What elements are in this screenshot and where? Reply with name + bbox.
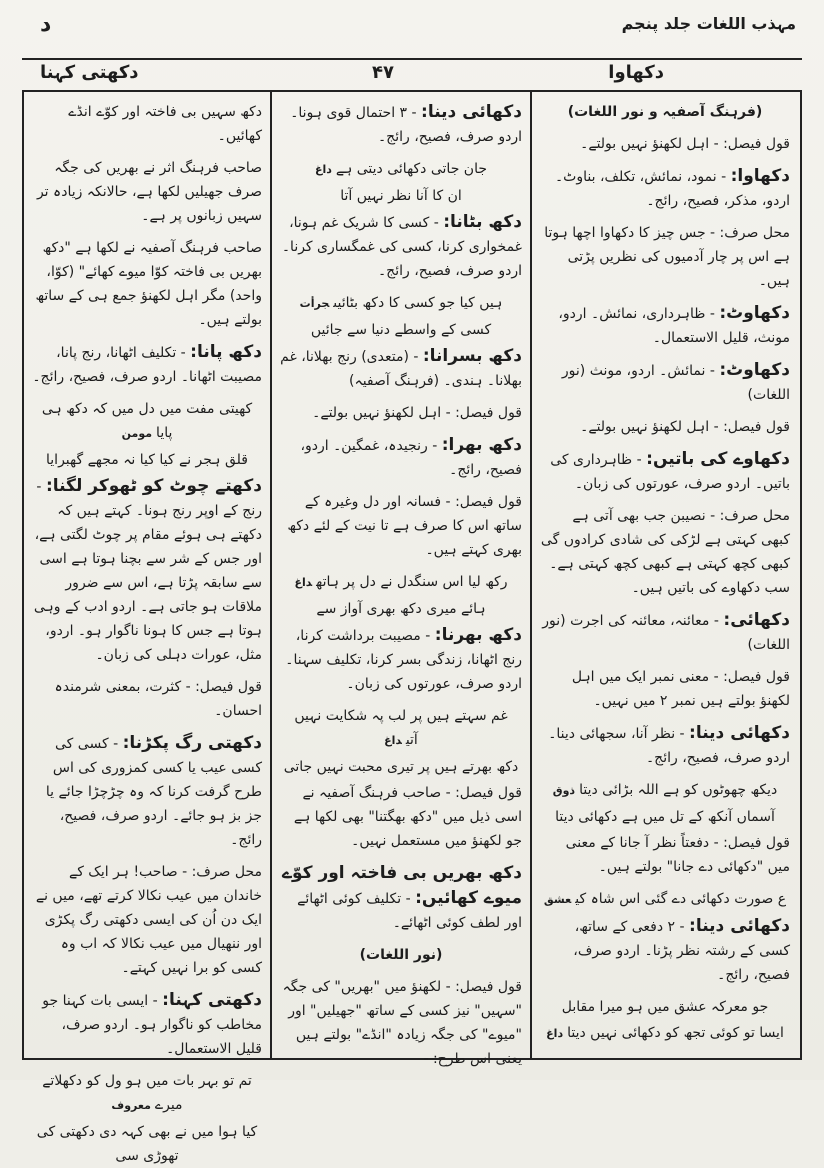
definition-text: قول فیصل: - کثرت، بمعنی شرمندہ احسان۔ bbox=[54, 679, 262, 719]
dictionary-entry bbox=[540, 221, 790, 293]
definition-text: - تکلیف اٹھانا، رنج پانا، مصیبت اٹھانا۔ اردو صرف، فصیح، رائج۔ bbox=[32, 345, 262, 385]
definition-text: - نمود، نمائش، تکلف، بناوٹ۔ اردو، مذکر، فصیح، رائج۔ bbox=[554, 169, 790, 209]
definition-text: محل صرف: - نصیبن جب بھی آتی ہے کبھی کہتی ہے لڑکی کی شادی کرادوں گی کبھی کچھ کہتی ہے کبھی کچھ کہتی ہے۔ سب دکھاوے کی باتیں ہیں۔ bbox=[540, 508, 790, 596]
corner-mark: د bbox=[40, 12, 52, 37]
verse-text: کھیتی مفت میں دل میں کہ دکھ ہی پایا bbox=[41, 401, 253, 441]
definition-text: - ظاہرداری کی باتیں۔ اردو صرف، عورتوں کی زبان۔ bbox=[550, 452, 790, 492]
dictionary-entry bbox=[32, 156, 262, 228]
headword: دکھ بٹانا: bbox=[443, 212, 522, 232]
definition-text: - نظر آنا، سجھائی دینا۔ اردو صرف، فصیح، رائج۔ bbox=[548, 726, 790, 766]
headword: دکھاوٹ: bbox=[719, 303, 790, 323]
verse-text: جو معرکہ عشق میں ہو میرا مقابل bbox=[561, 999, 769, 1015]
column-divider bbox=[530, 90, 532, 1060]
verse-text: دیکھ چھوٹوں کو ہے اللہ بڑائی دیتا bbox=[579, 782, 778, 798]
poet-name: ذوق bbox=[552, 784, 576, 797]
page-number: ۴۷ bbox=[372, 62, 394, 83]
verse-line bbox=[280, 318, 522, 342]
dictionary-entry bbox=[540, 608, 790, 657]
column-right bbox=[540, 100, 790, 1050]
verse-line bbox=[540, 887, 790, 912]
verse-line bbox=[280, 157, 522, 182]
poet-name: داغ bbox=[384, 734, 402, 747]
definition-text: - کسی کا شریک غم ہونا، غمخواری کرنا، کسی کی غمگساری کرنا۔ اردو صرف، فصیح، رائج۔ bbox=[281, 215, 522, 279]
verse-line bbox=[280, 291, 522, 316]
headword: دکھ پانا: bbox=[190, 342, 262, 362]
headword: دکھتی کہنا: bbox=[162, 990, 262, 1010]
definition-text: قول فیصل: - صاحب فرہنگ آصفیہ نے اسی ذیل میں "دکھ بھگتنا" بھی لکھا ہے جو لکھنؤ میں مستعمل نہیں۔ bbox=[293, 785, 522, 849]
dictionary-entry bbox=[32, 474, 262, 667]
dictionary-entry bbox=[540, 831, 790, 879]
headword: دکھ بسرانا: bbox=[422, 346, 522, 366]
dictionary-entry bbox=[540, 914, 790, 987]
verse-text: ع صورت دکھائی دے گئی اس شاہ کی bbox=[575, 891, 787, 907]
definition-text: - ۲ دفعی کے ساتھ، کسی کے رشتہ نظر پڑنا۔ اردو صرف، فصیح، رائج۔ bbox=[573, 919, 790, 983]
dictionary-entry bbox=[32, 675, 262, 723]
verse-text: تم تو بہر بات میں ہو ول کو دکھلاتے میرے bbox=[42, 1073, 252, 1113]
dictionary-entry bbox=[280, 623, 522, 696]
verse-text: ان کا آنا نظر نہیں آتا bbox=[340, 188, 462, 204]
definition-text: - رنج کے اوپر رنج ہونا۔ کہتے ہیں کہ دکھتے ہی ہوئے مقام پر چوٹ لگتی ہے، اور جس کے شر سے بچنا ہوتا ہے اسی سے سابقہ پڑتا ہے، اس سے ضرور ملاقات ہو جاتی ہے۔ اردو ادب کے وہی ہوتا ہے جس کا ہونا ناگوار ہو۔ اردو، مثل، عورات دہلی کی زبان۔ bbox=[33, 479, 262, 663]
dictionary-entry bbox=[540, 301, 790, 350]
headword: دکھاوٹ: bbox=[719, 360, 790, 380]
verse-text: ہائے میری دکھ بھری آواز سے bbox=[316, 601, 486, 617]
verse-line bbox=[280, 597, 522, 621]
verse-text: دکھ بھرتے ہیں پر تیری محبت نہیں جاتی bbox=[283, 759, 519, 775]
definition-text: - ایسی بات کہنا جو مخاطب کو ناگوار ہو۔ اردو صرف، قلیل الاستعمال۔ bbox=[42, 993, 262, 1057]
headword: دکھاوا: bbox=[730, 166, 790, 186]
definition-text: قول فیصل: - معنی نمبر ایک میں اہل لکھنؤ بولتے ہیں نمبر ۲ میں نہیں۔ bbox=[571, 669, 790, 709]
definition-text: - تکلیف کوئی اٹھائے اور لطف کوئی اٹھائے۔ bbox=[297, 891, 522, 931]
running-head-right: دکھاوا bbox=[608, 62, 664, 83]
definition-text: - ۳ احتمال قوی ہونا۔ اردو صرف، فصیح، رائج۔ bbox=[290, 105, 522, 145]
headword: دکھ بھرنا: bbox=[434, 625, 522, 645]
poet-name: مومن bbox=[121, 427, 153, 440]
dictionary-entry bbox=[280, 401, 522, 425]
poet-name: معروف bbox=[111, 1099, 151, 1112]
headword: دکھائی: bbox=[723, 610, 790, 630]
poet-name: عشق bbox=[543, 893, 572, 906]
definition-text: قول فیصل: - اہل لکھنؤ نہیں بولتے۔ bbox=[580, 419, 790, 435]
poet-name: جرأت bbox=[299, 297, 330, 310]
headword: دکھاوے کی باتیں: bbox=[646, 449, 790, 469]
source-citation: (نور اللغات) bbox=[359, 947, 443, 963]
poet-name: داغ bbox=[546, 1027, 564, 1040]
verse-line bbox=[32, 397, 262, 446]
dictionary-entry bbox=[32, 340, 262, 389]
definition-text: قول فیصل: - فسانہ اور دل وغیرہ کے ساتھ اس کا صرف ہے تا نیت کے لئے دکھ بھری کہتے ہیں۔ bbox=[287, 494, 522, 558]
dictionary-entry bbox=[540, 447, 790, 496]
dictionary-entry bbox=[280, 100, 522, 149]
dictionary-entry bbox=[540, 164, 790, 213]
verse-line bbox=[32, 448, 262, 472]
verse-text: کیا ہوا میں نے بھی کہہ دی دکھتی کی تھوڑی سی bbox=[36, 1124, 258, 1164]
dictionary-entry bbox=[540, 665, 790, 713]
definition-text: قول فیصل: - دفعتاً نظر آ جانا کے معنی میں "دکھائی دے جانا" بولتے ہیں۔ bbox=[565, 835, 790, 875]
source-citation: (فرہنگ آصفیہ و نور اللغات) bbox=[567, 104, 763, 120]
dictionary-entry bbox=[280, 210, 522, 283]
verse-line bbox=[280, 755, 522, 779]
poet-name: داغ bbox=[314, 163, 332, 176]
verse-line bbox=[540, 778, 790, 803]
definition-text: قول فیصل: - اہل لکھنؤ نہیں بولتے۔ bbox=[580, 136, 790, 152]
definition-text: صاحب فرہنگ اثر نے بھریں کی جگہ صرف جھیلیں لکھا ہے، حالانکہ زیادہ تر سہیں زبانوں پر ہے۔ bbox=[36, 160, 262, 224]
verse-line bbox=[32, 1120, 262, 1168]
dictionary-entry bbox=[280, 433, 522, 482]
dictionary-entry bbox=[540, 132, 790, 156]
dictionary-entry bbox=[280, 975, 522, 1071]
definition-text: - ظاہرداری، نمائش۔ اردو، مونث، قلیل الاستعمال۔ bbox=[558, 306, 790, 346]
verse-text: کسی کے واسطے دنیا سے جائیں bbox=[310, 322, 492, 338]
verse-text: غم سہتے ہیں پر لب پہ شکایت نہیں آتی bbox=[294, 708, 508, 748]
dictionary-entry bbox=[32, 100, 262, 148]
definition-text: محل صرف: - صاحب! ہر ایک کے خاندان میں عیب نکالا کرتے تھے، میں نے ایک دن اُن کی ایسی دکھتی رگ پکڑی اور ننھیال میں عیب نکالا کہ اب وہ کسی کو برا نہیں کہتے۔ bbox=[35, 864, 262, 976]
headword: دکھتی رگ پکڑنا: bbox=[122, 733, 262, 753]
verse-line bbox=[280, 184, 522, 208]
header-rule bbox=[22, 58, 802, 60]
verse-text: ہیں کیا جو کسی کا دکھ بٹائیں bbox=[333, 295, 503, 311]
dictionary-entry bbox=[280, 490, 522, 562]
column-divider bbox=[270, 90, 272, 1060]
verse-text: آسماں آنکھ کے تل میں ہے دکھائی دیتا bbox=[555, 809, 775, 825]
verse-text: جان جاتی دکھائی دیتی ہے bbox=[335, 161, 488, 177]
dictionary-entry bbox=[540, 415, 790, 439]
running-head-left: دکھتی کہنا bbox=[40, 62, 139, 83]
definition-text: دکھ سہیں بی فاختہ اور کوّے انڈے کھائیں۔ bbox=[68, 104, 262, 144]
verse-line bbox=[280, 570, 522, 595]
verse-line bbox=[280, 704, 522, 753]
verse-text: ایسا تو کوئی تجھ کو دکھائی نہیں دیتا bbox=[567, 1025, 784, 1041]
headword: دکھ بھریں بی فاختہ اور کوّے میوے کھائیں: bbox=[282, 863, 522, 908]
dictionary-entry bbox=[280, 344, 522, 393]
dictionary-entry bbox=[280, 861, 522, 935]
dictionary-entry bbox=[280, 781, 522, 853]
verse-line bbox=[540, 995, 790, 1019]
dictionary-entry bbox=[32, 236, 262, 332]
definition-text: - رنجیدہ، غمگین۔ اردو، فصیح، رائج۔ bbox=[300, 438, 522, 478]
definition-text: محل صرف: - جس چیز کا دکھاوا اچھا ہوتا ہے اس پر چار آدمیوں کی نظریں پڑتی ہیں۔ bbox=[544, 225, 790, 289]
dictionary-entry bbox=[32, 860, 262, 980]
dictionary-entry bbox=[540, 358, 790, 407]
dictionary-entry bbox=[32, 988, 262, 1061]
verse-line bbox=[32, 1069, 262, 1118]
definition-text: - مصیبت برداشت کرنا، رنج اٹھانا، زندگی بسر کرنا، تکلیف سہنا۔ اردو صرف، عورتوں کی زبان۔ bbox=[285, 628, 522, 692]
headword: دکھ بھرا: bbox=[441, 435, 522, 455]
verse-line bbox=[540, 1021, 790, 1046]
verse-text: قلق ہجر نے کیا کیا نہ مجھے گھبرایا bbox=[46, 452, 248, 468]
verse-line bbox=[540, 805, 790, 829]
dictionary-entry bbox=[540, 504, 790, 600]
definition-text: صاحب فرہنگ آصفیہ نے لکھا ہے "دکھ بھریں بی فاختہ کوّا میوے کھائے" (کوّا، واحد) مگر اہل لکھنؤ جمع ہی کے ساتھ بولتے ہیں۔ bbox=[35, 240, 262, 328]
definition-text: - (متعدی) رنج بھلانا، غم بھلانا۔ ہندی۔ (فرہنگ آصفیہ) bbox=[280, 349, 522, 389]
definition-text: - کسی کی کسی عیب یا کسی کمزوری کی اس طرح گرفت کرنا کہ وہ چڑچڑا جائے یا جز بز ہو جائے۔ اردو صرف، فصیح، رائج۔ bbox=[45, 736, 262, 848]
book-title: مہذب اللغات جلد پنجم bbox=[621, 14, 796, 33]
headword: دکھائی دینا: bbox=[689, 916, 790, 936]
column-left bbox=[32, 100, 262, 1164]
dictionary-entry bbox=[540, 721, 790, 770]
headword: دکھتے چوٹ کو ٹھوکر لگنا: bbox=[45, 476, 262, 496]
definition-text: قول فیصل: - اہل لکھنؤ نہیں بولتے۔ bbox=[312, 405, 522, 421]
definition-text: - نمائش۔ اردو، مونث (نور اللغات) bbox=[561, 363, 790, 403]
dictionary-entry bbox=[32, 731, 262, 852]
poet-name: داغ bbox=[294, 576, 313, 589]
definition-text: قول فیصل: - لکھنؤ میں "بھریں" کی جگہ "سہیں" نیز کسی کے ساتھ "جھیلیں" اور "میوے" کی جگہ زیادہ "انڈے" بولتے ہیں یعنی اس طرح: - bbox=[282, 979, 522, 1067]
headword: دکھائی دینا: bbox=[421, 102, 522, 122]
headword: دکھائی دینا: bbox=[689, 723, 790, 743]
column-middle bbox=[280, 100, 522, 1067]
definition-text: - معائنہ، معائنہ کی اجرت (نور اللغات) bbox=[542, 613, 790, 653]
verse-text: رکھ لیا اس سنگدل نے دل پر ہاتھ bbox=[316, 574, 508, 590]
